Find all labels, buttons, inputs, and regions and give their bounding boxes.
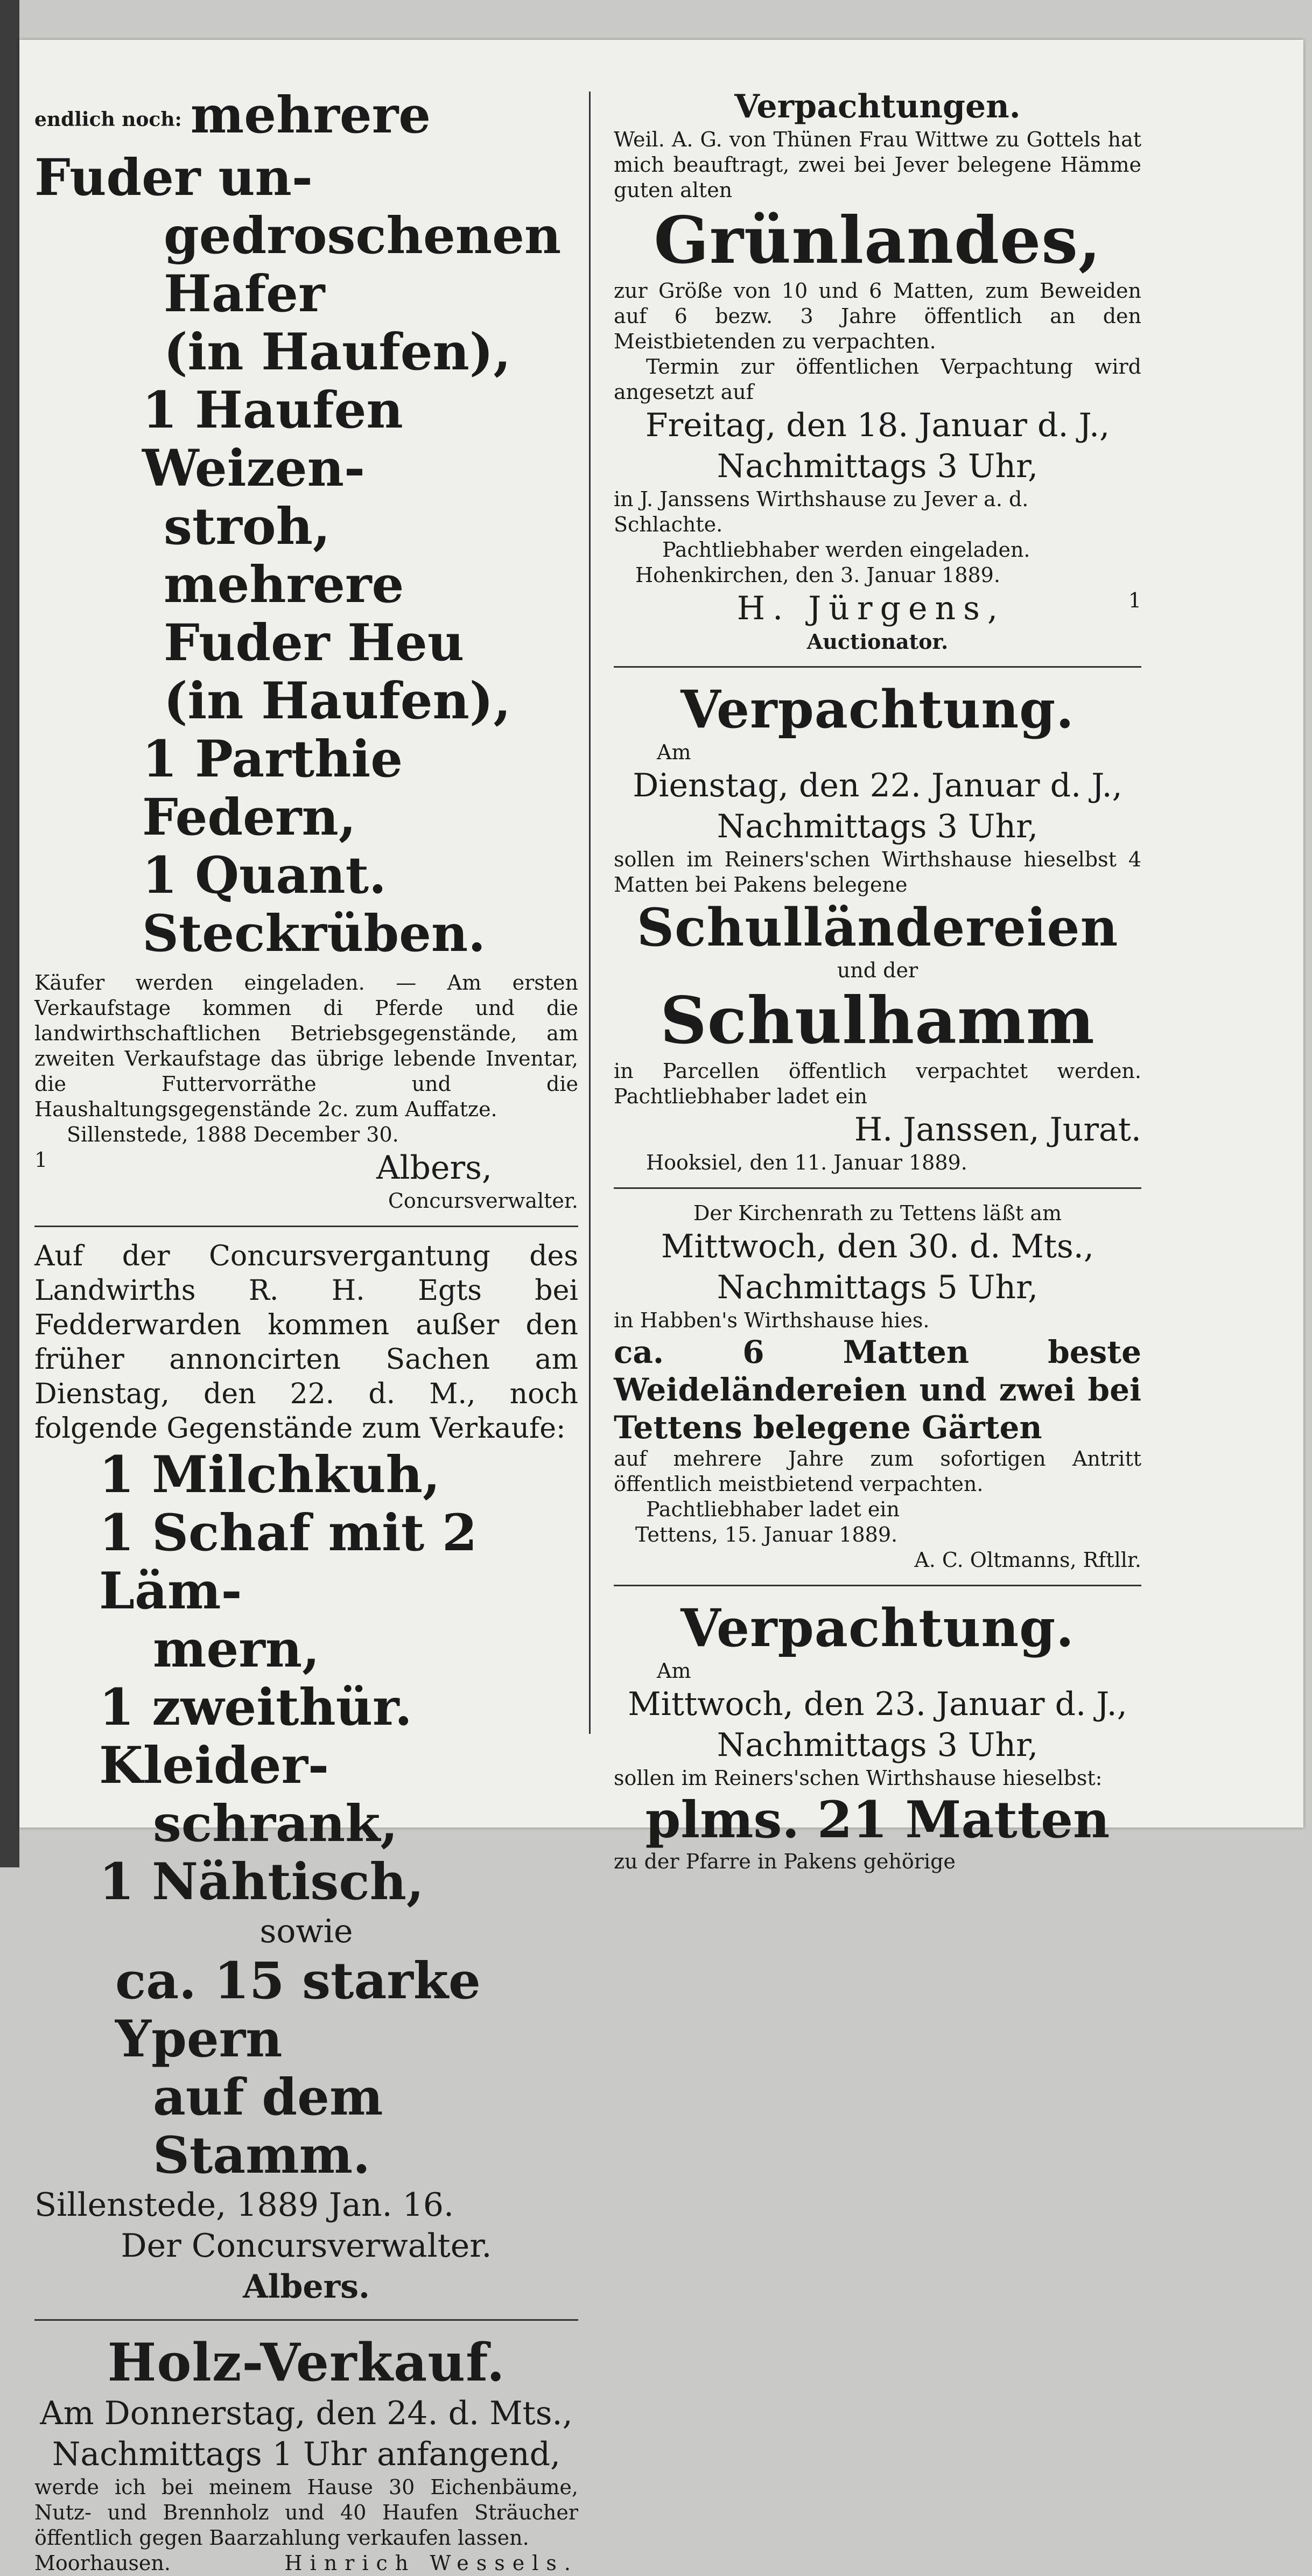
ad-body-text: Käufer werden eingeladen. — Am ersten Verkaufstage kommen di Pferde und die landwirthschaftlichen Betriebsgegenstände, am zweiten Verkaufstage das übrige lebende Inventar, die Futtervorräthe und die Haushaltungsgegenstände 2c. zum Auffatze.: [34, 970, 578, 1121]
ad-mark: 1: [34, 1147, 48, 1172]
ad-item-line: endlich noch: mehrere Fuder un-: [34, 86, 431, 207]
ad-date-line: Freitag, den 18. Januar d. J.,: [645, 407, 1110, 444]
ad-place: in Habben's Wirthshause hies.: [614, 1308, 930, 1332]
ad-signer-role: Concursverwalter.: [388, 1188, 578, 1213]
ad-body-text: Termin zur öffentlichen Verpachtung wird angesetzt auf: [614, 355, 1141, 404]
ad-item-line: schrank,: [153, 1794, 398, 1853]
ad-date-line: Dienstag, den 22. Januar d. J.,: [633, 767, 1122, 804]
ad-sale-left-3: [34, 2333, 578, 2576]
ad-mark: 1: [1128, 589, 1141, 612]
ad-signer: A. C. Oltmanns, Rftllr.: [914, 1548, 1141, 1572]
ad-big-word: Grünlandes,: [654, 202, 1101, 278]
ad-intro-text: Auf der Concursvergantung des Landwirths R. H. Egts bei Fedderwarden kommen außer den früher annoncirten Sachen am Dienstag, den 22. d. M., noch folgende Gegenstände zum Verkaufe:: [34, 1240, 578, 1445]
ad-intro-text: Weil. A. G. von Thünen Frau Wittwe zu Gottels hat mich beauftragt, zwei bei Jever belegene Hämme guten alten: [614, 128, 1141, 202]
ad-item-line: 1 Parthie Federn,: [142, 729, 403, 847]
ad-item-line: 1 Schaf mit 2 Läm-: [99, 1503, 478, 1621]
ad-title: Verpachtung.: [680, 679, 1075, 740]
ad-lease-right-3: [614, 1201, 1141, 1573]
ad-body-text: in Parcellen öffentlich verpachtet werden. Pachtliebhaber ladet ein: [614, 1059, 1141, 1108]
ad-heading: Verpachtungen.: [734, 88, 1021, 125]
ad-separator: [614, 1187, 1141, 1189]
ad-item-line: gedroschenen Hafer: [164, 206, 562, 324]
ad-date-line: Mittwoch, den 23. Januar d. J.,: [628, 1685, 1127, 1723]
ad-place: Moorhausen.: [34, 2551, 171, 2575]
ad-signer: Albers,: [376, 1149, 492, 1187]
ad-separator: [614, 666, 1141, 668]
ad-dateline: Tettens, 15. Januar 1889.: [635, 1523, 898, 1546]
ad-dateline: Sillenstede, 1889 Jan. 16.: [34, 2186, 454, 2224]
ad-dateline: Hooksiel, den 11. Januar 1889.: [646, 1151, 967, 1174]
ad-item-line: 1 zweithür. Kleider-: [99, 1677, 412, 1795]
ad-big-word: Schulhamm: [660, 983, 1095, 1059]
ad-item-line: (in Haufen),: [164, 671, 511, 731]
ad-signer-role: Auctionator.: [806, 629, 949, 654]
ad-intro-text: Der Kirchenrath zu Tettens läßt am: [693, 1201, 1062, 1225]
ad-place: in J. Janssens Wirthshause zu Jever a. d. Schlachte.: [614, 487, 1029, 536]
ad-signer: H. Janssen, Jurat.: [854, 1111, 1141, 1149]
ad-time-line: Nachmittags 3 Uhr,: [717, 447, 1039, 485]
ad-connector-text: und der: [837, 958, 918, 982]
ad-item-line: 1 Nähtisch,: [99, 1852, 424, 1912]
ad-signer: Albers.: [243, 2267, 370, 2306]
ad-separator: [34, 2319, 578, 2321]
ad-signer: H. Jürgens,: [736, 590, 1006, 627]
ad-body-text: zur Größe von 10 und 6 Matten, zum Beweiden auf 6 bezw. 3 Jahre öffentlich an den Meistbietenden zu verpachten.: [614, 279, 1141, 353]
ad-title: Holz-Verkauf.: [107, 2332, 506, 2393]
ad-item-line: (in Haufen),: [164, 322, 511, 382]
ad-lead-text: endlich noch:: [34, 108, 182, 131]
scan-binding-edge: [0, 0, 19, 1867]
ad-time-line: Nachmittags 5 Uhr,: [717, 1269, 1039, 1306]
ad-time-line: Nachmittags 3 Uhr,: [717, 1726, 1039, 1764]
ad-lease-right-2: [614, 680, 1141, 1175]
ad-dateline: Sillenstede, 1888 December 30.: [67, 1122, 399, 1146]
ad-item-line: mern,: [153, 1619, 320, 1679]
ad-signer: Hinrich Wessels.: [284, 2551, 578, 2575]
ad-am: Am: [657, 740, 691, 764]
ad-sale-left-1: [34, 86, 578, 1214]
ad-body-text: auf mehrere Jahre zum sofortigen Antritt öffentlich meistbietend verpachten.: [614, 1447, 1141, 1496]
ad-dateline: Hohenkirchen, den 3. Januar 1889.: [635, 563, 1000, 587]
ad-body-text: sollen im Reiners'schen Wirthshause hieselbst:: [614, 1766, 1103, 1790]
ad-body-text: zu der Pfarre in Pakens gehörige: [614, 1850, 956, 1873]
ad-time-line: Nachmittags 3 Uhr,: [717, 808, 1039, 845]
ad-item-line: stroh,: [164, 496, 331, 556]
ad-big-word: Schulländereien: [636, 897, 1119, 958]
ad-connector-text: sowie: [259, 1912, 353, 1950]
ad-lease-right-1: [614, 86, 1141, 654]
column-divider: [589, 92, 591, 1734]
ad-sale-left-2: [34, 1239, 578, 2307]
ad-item-line: ca. 15 starke Ypern: [115, 1951, 481, 2069]
ad-date-line: Mittwoch, den 30. d. Mts.,: [661, 1228, 1094, 1265]
ad-separator: [34, 1226, 578, 1227]
ad-item-line: auf dem Stamm.: [153, 2067, 383, 2185]
ad-signer-role: Der Concursverwalter.: [121, 2227, 492, 2265]
ad-item-line: 1 Quant. Steckrüben.: [142, 845, 486, 963]
ad-title: Verpachtung.: [680, 1598, 1075, 1658]
ad-am: Am: [657, 1659, 691, 1683]
ad-separator: [614, 1585, 1141, 1586]
ad-body-text: werde ich bei meinem Hause 30 Eichenbäume, Nutz- und Brennholz und 40 Haufen Sträucher öffentlich gegen Baarzahlung verkaufen lassen.: [34, 2475, 578, 2550]
ad-big-text: ca. 6 Matten beste Weideländereien und zwei bei Tettens belegene Gärten: [614, 1334, 1141, 1446]
ad-date-line: Am Donnerstag, den 24. d. Mts.,: [40, 2394, 573, 2432]
ad-item-line: mehrere Fuder Heu: [164, 555, 465, 673]
ad-body-text: sollen im Reiners'schen Wirthshause hieselbst 4 Matten bei Pakens belegene: [614, 848, 1141, 897]
ad-time-line: Nachmittags 1 Uhr anfangend,: [52, 2435, 561, 2473]
left-column: [34, 86, 578, 2576]
ad-big-text: plms. 21 Matten: [645, 1790, 1110, 1850]
ad-item-line: 1 Haufen Weizen-: [142, 380, 403, 498]
right-column: [614, 86, 1141, 1874]
ad-invite: Pachtliebhaber ladet ein: [646, 1497, 900, 1521]
ad-invite: Pachtliebhaber werden eingeladen.: [662, 538, 1030, 562]
ad-item-line: 1 Milchkuh,: [99, 1445, 440, 1504]
ad-lease-right-4: [614, 1598, 1141, 1874]
